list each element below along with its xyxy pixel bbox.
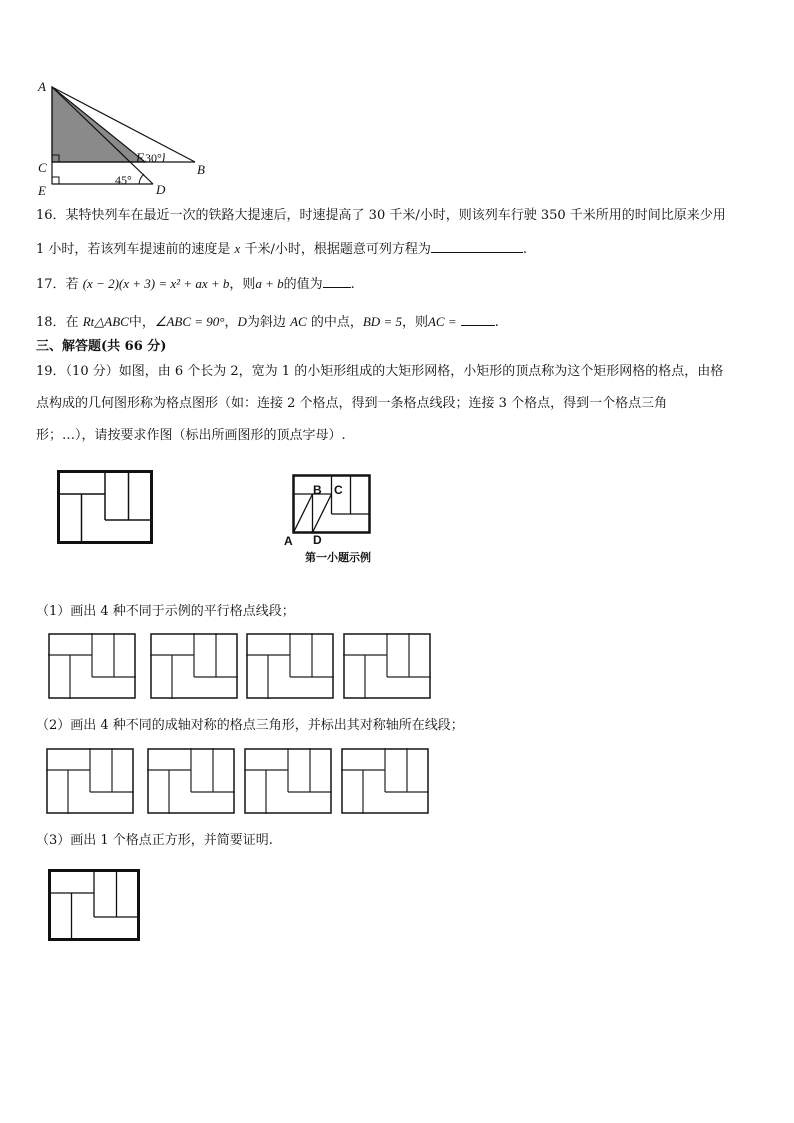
question-text: ， [224, 315, 238, 330]
answer-grid-part1-4[interactable] [343, 633, 431, 699]
label-E: E [38, 183, 46, 198]
question-19-line2: 点构成的几何图形称为格点图形（如：连接 2 个格点，得到一条格点线段；连接 3 个格点，得到一个格点三角 [36, 396, 668, 411]
answer-grid-part1-2[interactable] [150, 633, 238, 699]
question-text: 某特快列车在最近一次的铁路大提速后，时速提高了 30 千米/小时，则该列车行驶 350 千米所用的时间比原来少用 [65, 208, 726, 223]
answer-blank[interactable] [431, 240, 523, 253]
answer-grid-part1-1[interactable] [48, 633, 136, 699]
question-19-line1: 19．（10 分）如图，由 6 个长为 2，宽为 1 的小矩形组成的大矩形网格，小矩形的顶点称为这个矩形网格的格点，由格 [36, 364, 724, 379]
question-text: 若 [65, 277, 79, 292]
period: . [494, 315, 499, 330]
answer-grid-part1-3[interactable] [246, 633, 334, 699]
label-D: D [156, 182, 166, 197]
ac-expression: AC = [427, 314, 457, 329]
answer-grid-part2-3[interactable] [244, 748, 332, 814]
question-text: 千米/小时，根据题意可列方程为 [244, 242, 431, 257]
part-1-text: （1）画出 4 种不同于示例的平行格点线段； [36, 604, 295, 619]
answer-grid-part2-2[interactable] [147, 748, 235, 814]
example-label-D: D [313, 533, 322, 547]
answer-grid-part2-1[interactable] [46, 748, 134, 814]
label-C: C [38, 160, 47, 175]
example-caption: 第一小题示例 [305, 552, 371, 564]
question-text: 为斜边 [246, 315, 286, 330]
label-B: B [197, 162, 205, 177]
point-D: D [237, 314, 247, 329]
question-number: 17． [36, 277, 66, 292]
question-text: 在 [65, 315, 79, 330]
example-label-B: B [313, 483, 322, 497]
label-A: A [38, 79, 46, 94]
question-17 [36, 275, 355, 293]
answer-blank[interactable] [461, 313, 495, 326]
part-2-text: （2）画出 4 种不同的成轴对称的格点三角形，并标出其对称轴所在线段； [36, 718, 464, 733]
answer-grid-part3[interactable] [48, 869, 140, 941]
question-number: 18． [36, 315, 66, 330]
part-3-text: （3）画出 1 个格点正方形，并简要证明. [36, 833, 273, 848]
question-text: 的中点， [310, 315, 363, 330]
expression: a + b [255, 276, 284, 291]
example-label-A: A [284, 534, 293, 548]
question-number: 16． [36, 208, 66, 223]
triangle-name: Rt△ABC [82, 314, 129, 329]
question-text: 中， [128, 315, 155, 330]
question-text: 1 小时，若该列车提速前的速度是 [36, 242, 231, 257]
variable-x: x [234, 241, 241, 256]
label-F: F [136, 150, 144, 165]
example-grid-figure [292, 474, 372, 536]
angle-expression: ∠ABC = 90° [154, 314, 225, 329]
period: . [522, 242, 527, 257]
angle-45-label: 45° [115, 173, 132, 187]
grid-figure [57, 470, 153, 544]
question-text: ，则 [401, 315, 428, 330]
segment-AC: AC [290, 314, 307, 329]
answer-grid-part2-4[interactable] [341, 748, 429, 814]
section-title: 三、解答题(共 66 分) [36, 339, 167, 354]
equation: (x − 2)(x + 3) = x² + ax + b [82, 276, 230, 291]
question-19-line3: 形；…），请按要求作图（标出所画图形的顶点字母）. [36, 428, 346, 443]
answer-blank[interactable] [323, 275, 351, 288]
triangle-figure [35, 78, 235, 218]
angle-30-label: 30° [145, 151, 162, 165]
bd-expression: BD = 5 [362, 314, 402, 329]
period: . [350, 277, 355, 292]
question-18 [36, 313, 499, 331]
question-text: 的值为 [283, 277, 323, 292]
question-16-line2 [36, 240, 527, 258]
question-text: ，则 [229, 277, 256, 292]
example-label-C: C [334, 483, 343, 497]
question-16-line1 [36, 208, 726, 224]
